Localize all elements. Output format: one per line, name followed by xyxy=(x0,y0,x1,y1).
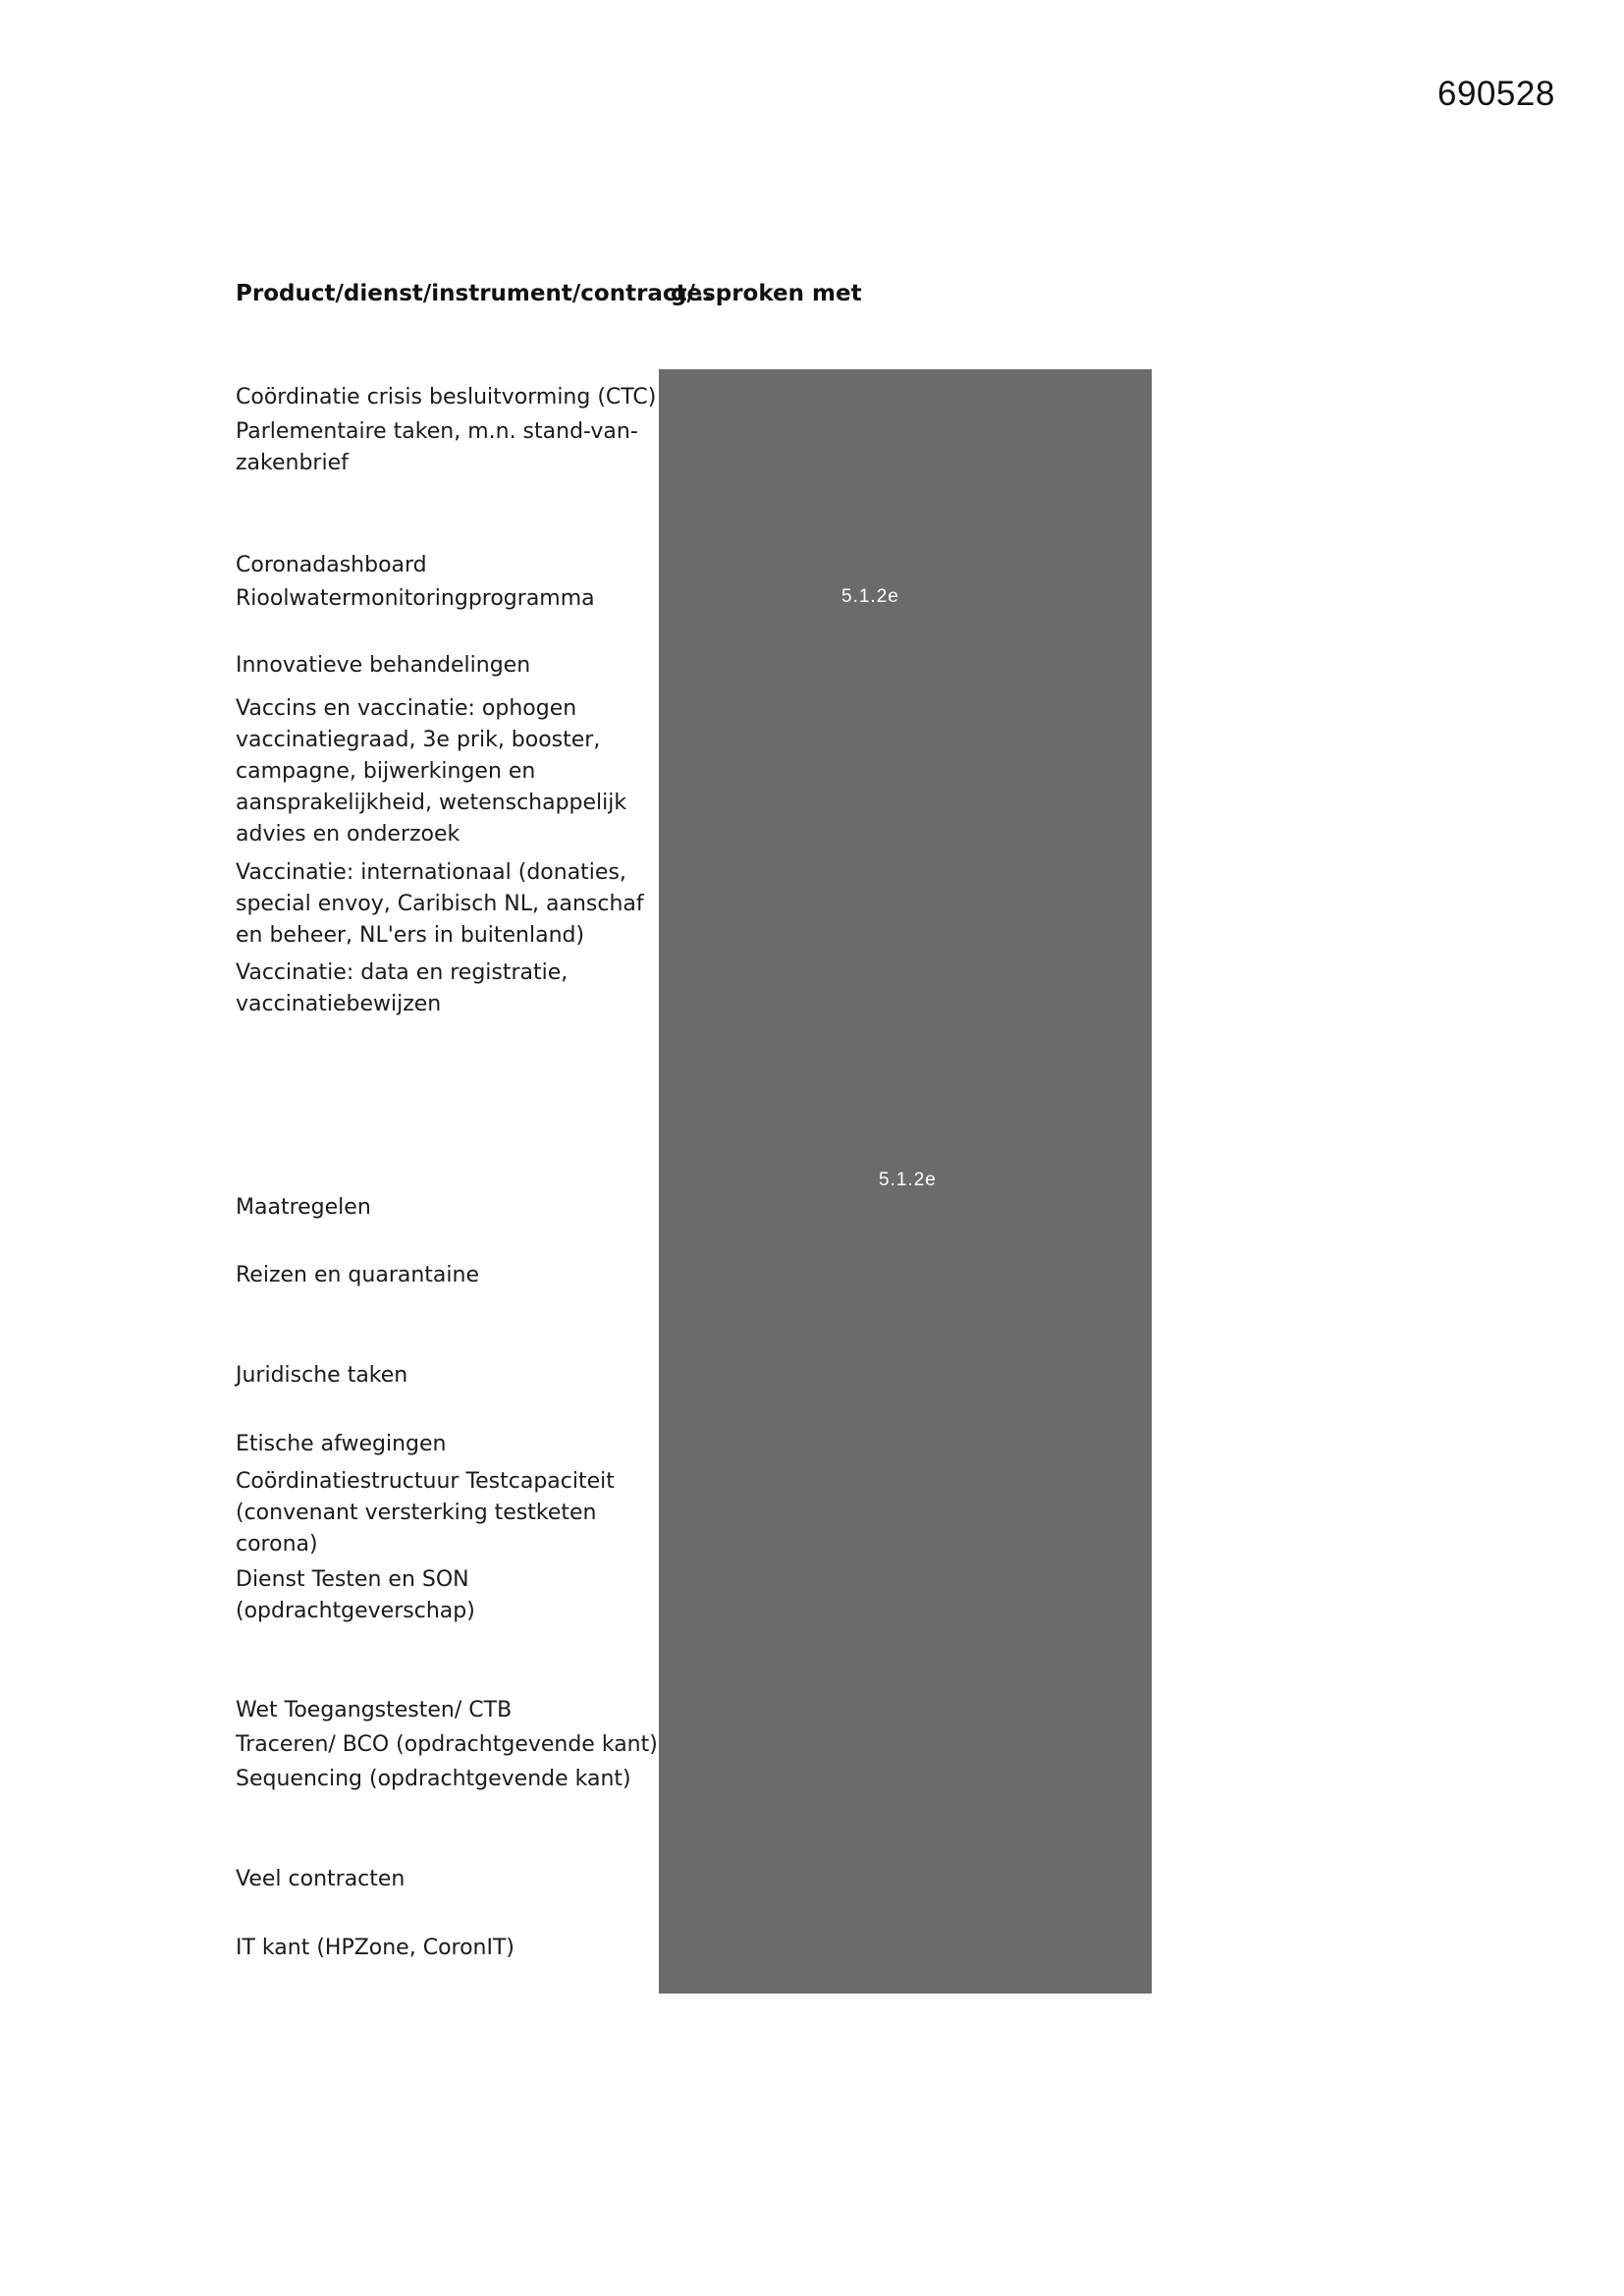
column-header-spoken-with: gesproken met xyxy=(671,281,862,306)
list-item: Vaccinatie: internationaal (donaties, special envoy, Caribisch NL, aanschaf en beheer, NL'ers in buitenland) xyxy=(236,860,644,948)
list-item: Veel contracten xyxy=(236,1867,406,1891)
list-item: IT kant (HPZone, CoronIT) xyxy=(236,1936,515,1960)
list-item: Vaccins en vaccinatie: ophogen vaccinatiegraad, 3e prik, booster, campagne, bijwerkingen en aansprakelijkheid, wetenschappelijk advies en onderzoek xyxy=(236,696,627,847)
list-item: Parlementaire taken, m.n. stand-van-zakenbrief xyxy=(236,419,638,475)
list-item: Juridische taken xyxy=(236,1363,408,1388)
list-item: Sequencing (opdrachtgevende kant) xyxy=(236,1767,631,1791)
list-item: Etische afwegingen xyxy=(236,1432,447,1456)
document-number: 690528 xyxy=(1437,75,1555,113)
list-item: Coronadashboard xyxy=(236,553,427,577)
list-item: Innovatieve behandelingen xyxy=(236,653,531,678)
list-item: Traceren/ BCO (opdrachtgevende kant) xyxy=(236,1732,658,1757)
list-item: Coördinatiestructuur Testcapaciteit (convenant versterking testketen corona) xyxy=(236,1469,615,1557)
list-item: Wet Toegangstesten/ CTB xyxy=(236,1698,513,1722)
redaction-code: 5.1.2e xyxy=(879,1170,937,1190)
list-item: Reizen en quarantaine xyxy=(236,1263,479,1287)
list-item: Vaccinatie: data en registratie, vaccinatiebewijzen xyxy=(236,960,568,1016)
list-item: Dienst Testen en SON (opdrachtgeverschap) xyxy=(236,1567,475,1623)
column-header-product: Product/dienst/instrument/contract/.. xyxy=(236,281,713,306)
list-item: Coördinatie crisis besluitvorming (CTC) xyxy=(236,385,657,410)
list-item: Rioolwatermonitoringprogramma xyxy=(236,586,595,611)
list-item: Maatregelen xyxy=(236,1195,371,1220)
redaction-code: 5.1.2e xyxy=(841,586,899,607)
